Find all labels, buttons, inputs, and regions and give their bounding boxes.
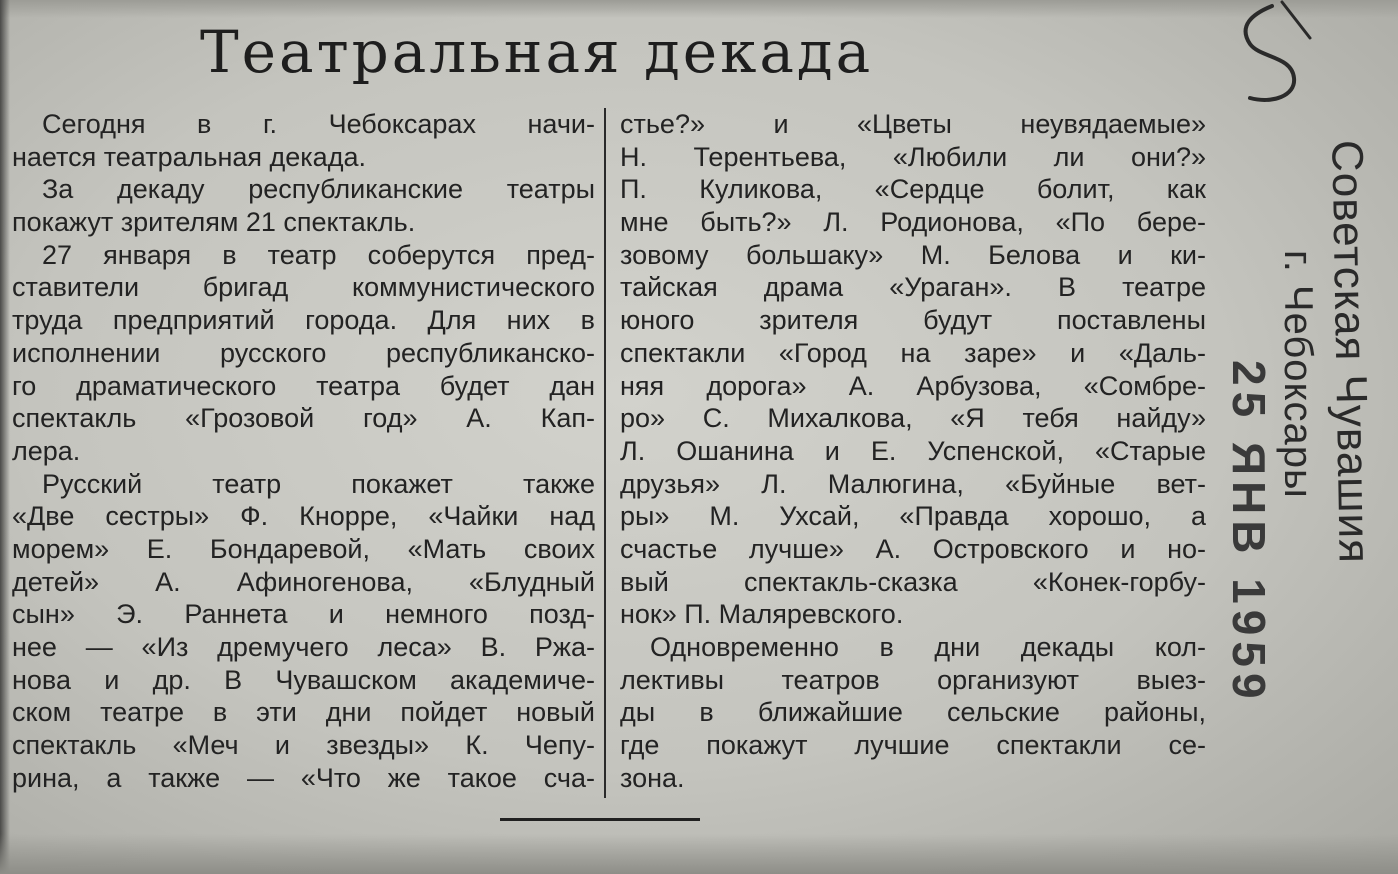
article-line: Л. Ошанина и Е. Успенской, «Старые: [620, 435, 1206, 466]
article-line: друзья» Л. Малюгина, «Буйные вет-: [620, 468, 1206, 499]
city-annotation: г. Чебоксары: [1276, 250, 1320, 499]
article-line: стье?» и «Цветы неувядаемые»: [620, 109, 1206, 139]
article-line: нается театральная декада.: [12, 141, 366, 172]
paper-shadow-left: [0, 0, 10, 874]
article-line: вый спектакль-сказка «Конек-горбу-: [620, 566, 1206, 597]
column-divider: [604, 108, 606, 798]
article-column-right: [620, 108, 1206, 794]
article-line: лективы театров организуют выез-: [620, 664, 1206, 695]
paper-shadow-top: [0, 0, 1398, 18]
article-line: ском театре в эти дни пойдет новый: [12, 697, 595, 728]
article-line: спектакль «Меч и звезды» К. Чепу-: [12, 730, 595, 761]
article-column-left: [12, 108, 595, 794]
article-line: детей» А. Афиногенова, «Блудный: [12, 566, 595, 597]
article-line: спектакль «Грозовой год» А. Кап-: [12, 403, 595, 434]
article-line: счастье лучше» А. Островского и но-: [620, 533, 1206, 564]
article-line: исполнении русского республиканско-: [12, 337, 595, 368]
article-line: тайская драма «Ураган». В театре: [620, 272, 1206, 303]
article-line: За декаду республиканские театры: [42, 174, 595, 205]
article-line: морем» Е. Бондаревой, «Мать своих: [12, 533, 595, 564]
article-line: Сегодня в г. Чебоксарах начи-: [42, 109, 595, 139]
article-line: покажут зрителям 21 спектакль.: [12, 207, 416, 238]
article-line: зовому большаку» М. Белова и ки-: [620, 239, 1206, 270]
article-line: где покажут лучшие спектакли се-: [620, 730, 1206, 761]
article-line: нее — «Из дремучего леса» В. Ржа-: [12, 632, 595, 662]
article-line: Одновременно в дни декады кол-: [650, 632, 1206, 662]
article-line: нова и др. В Чувашском академиче-: [12, 664, 595, 695]
article-line: рина, а также — «Что же такое сча-: [12, 762, 595, 793]
article-line: лера.: [12, 435, 81, 466]
article-line: сын» Э. Раннета и немного позд-: [12, 599, 595, 630]
date-stamp: 25 ЯНВ 1959: [1223, 360, 1275, 705]
article-line: нок» П. Маляревского.: [620, 599, 904, 630]
article-line: юного зрителя будут поставлены: [620, 305, 1206, 336]
newspaper-name-annotation: Советская Чувашия: [1322, 139, 1379, 565]
article-line: ро» С. Михалкова, «Я тебя найду»: [620, 403, 1206, 434]
article-line: Н. Терентьева, «Любили ли они?»: [620, 141, 1206, 172]
article-headline: Театральная декада: [200, 18, 874, 86]
article-end-rule: [500, 818, 700, 821]
article-line: 27 января в театр соберутся пред-: [42, 239, 595, 270]
article-line: П. Куликова, «Сердце болит, как: [620, 174, 1206, 205]
article-line: Русский театр покажет также: [42, 468, 595, 499]
article-line: ставители бригад коммунистического: [12, 272, 595, 303]
article-line: няя дорога» А. Арбузова, «Сомбре-: [620, 370, 1206, 401]
article-line: «Две сестры» Ф. Кнорре, «Чайки над: [12, 501, 595, 532]
article-line: ды в ближайшие сельские районы,: [620, 697, 1206, 728]
handwritten-mark: [1232, 0, 1322, 110]
paper-shadow-bottom: [0, 834, 1398, 874]
article-line: ры» М. Ухсай, «Правда хорошо, а: [620, 501, 1206, 532]
article-line: го драматического театра будет дан: [12, 370, 595, 401]
article-line: труда предприятий города. Для них в: [12, 305, 595, 336]
article-line: мне быть?» Л. Родионова, «По бере-: [620, 207, 1206, 238]
article-line: спектакли «Город на заре» и «Даль-: [620, 337, 1206, 368]
article-line: зона.: [620, 762, 685, 793]
